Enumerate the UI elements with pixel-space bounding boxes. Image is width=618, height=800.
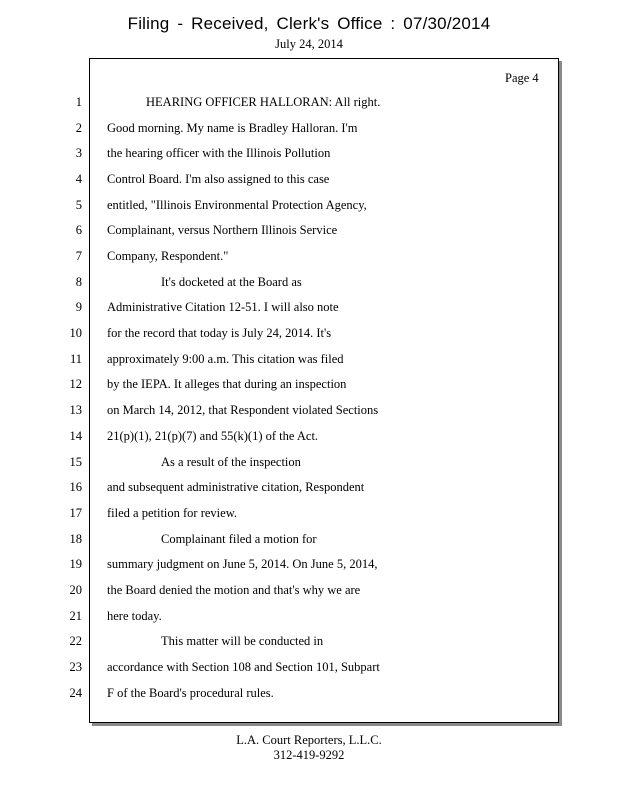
transcript-line: Company, Respondent." (107, 249, 229, 263)
line-number: 13 (69, 403, 82, 417)
line-number: 19 (69, 557, 82, 571)
filing-stamp: Filing - Received, Clerk's Office : 07/30/2014 (127, 14, 491, 33)
line-number: 8 (75, 275, 82, 289)
transcript-line: Control Board. I'm also assigned to this case (107, 172, 330, 186)
transcript-line: on March 14, 2012, that Respondent violated Sections (107, 403, 379, 417)
line-number: 15 (69, 455, 82, 469)
line-number: 7 (75, 249, 82, 263)
line-number: 14 (69, 429, 82, 443)
line-number: 17 (69, 506, 82, 520)
transcript-line: Administrative Citation 12-51. I will also note (107, 300, 339, 314)
hearing-date: July 24, 2014 (275, 37, 343, 51)
transcript-line: entitled, "Illinois Environmental Protection Agency, (107, 198, 367, 212)
transcript-line: Complainant, versus Northern Illinois Service (107, 223, 338, 237)
line-number: 10 (69, 326, 82, 340)
line-number: 2 (75, 121, 82, 135)
transcript-line: It's docketed at the Board as (161, 275, 302, 289)
transcript-line: and subsequent administrative citation, Respondent (107, 480, 365, 494)
line-number: 5 (75, 198, 82, 212)
page-number: Page 4 (505, 71, 539, 85)
line-number: 3 (75, 146, 82, 160)
line-number: 24 (69, 686, 82, 700)
line-number: 9 (75, 300, 82, 314)
transcript-line: Good morning. My name is Bradley Halloran. I'm (107, 121, 358, 135)
line-number: 23 (69, 660, 82, 674)
reporter-phone: 312-419-9292 (273, 748, 345, 762)
transcript-line: F of the Board's procedural rules. (107, 686, 274, 700)
transcript-line: here today. (107, 609, 162, 623)
line-number: 12 (69, 377, 82, 391)
line-number: 11 (69, 352, 82, 366)
line-number: 4 (75, 172, 82, 186)
transcript-line: HEARING OFFICER HALLORAN: All right. (146, 95, 381, 109)
transcript-line: for the record that today is July 24, 2014. It's (107, 326, 332, 340)
transcript-line: filed a petition for review. (107, 506, 238, 520)
line-number: 6 (75, 223, 82, 237)
transcript-line: approximately 9:00 a.m. This citation was filed (107, 352, 344, 366)
transcript-line: Complainant filed a motion for (161, 532, 317, 546)
transcript-line: by the IEPA. It alleges that during an inspection (107, 377, 347, 391)
transcript-line: This matter will be conducted in (161, 634, 324, 648)
line-number: 22 (69, 634, 82, 648)
line-number: 20 (69, 583, 82, 597)
transcript-line: the hearing officer with the Illinois Pollution (107, 146, 331, 160)
transcript-line: As a result of the inspection (161, 455, 301, 469)
reporter-company: L.A. Court Reporters, L.L.C. (236, 733, 382, 747)
line-number: 1 (75, 95, 82, 109)
line-number: 21 (69, 609, 82, 623)
line-number: 16 (69, 480, 82, 494)
transcript-line: 21(p)(1), 21(p)(7) and 55(k)(1) of the Act. (107, 429, 319, 443)
line-number: 18 (69, 532, 82, 546)
transcript-line: summary judgment on June 5, 2014. On June 5, 2014, (107, 557, 378, 571)
transcript-line: the Board denied the motion and that's why we are (107, 583, 361, 597)
transcript-line: accordance with Section 108 and Section 101, Subpart (107, 660, 380, 674)
